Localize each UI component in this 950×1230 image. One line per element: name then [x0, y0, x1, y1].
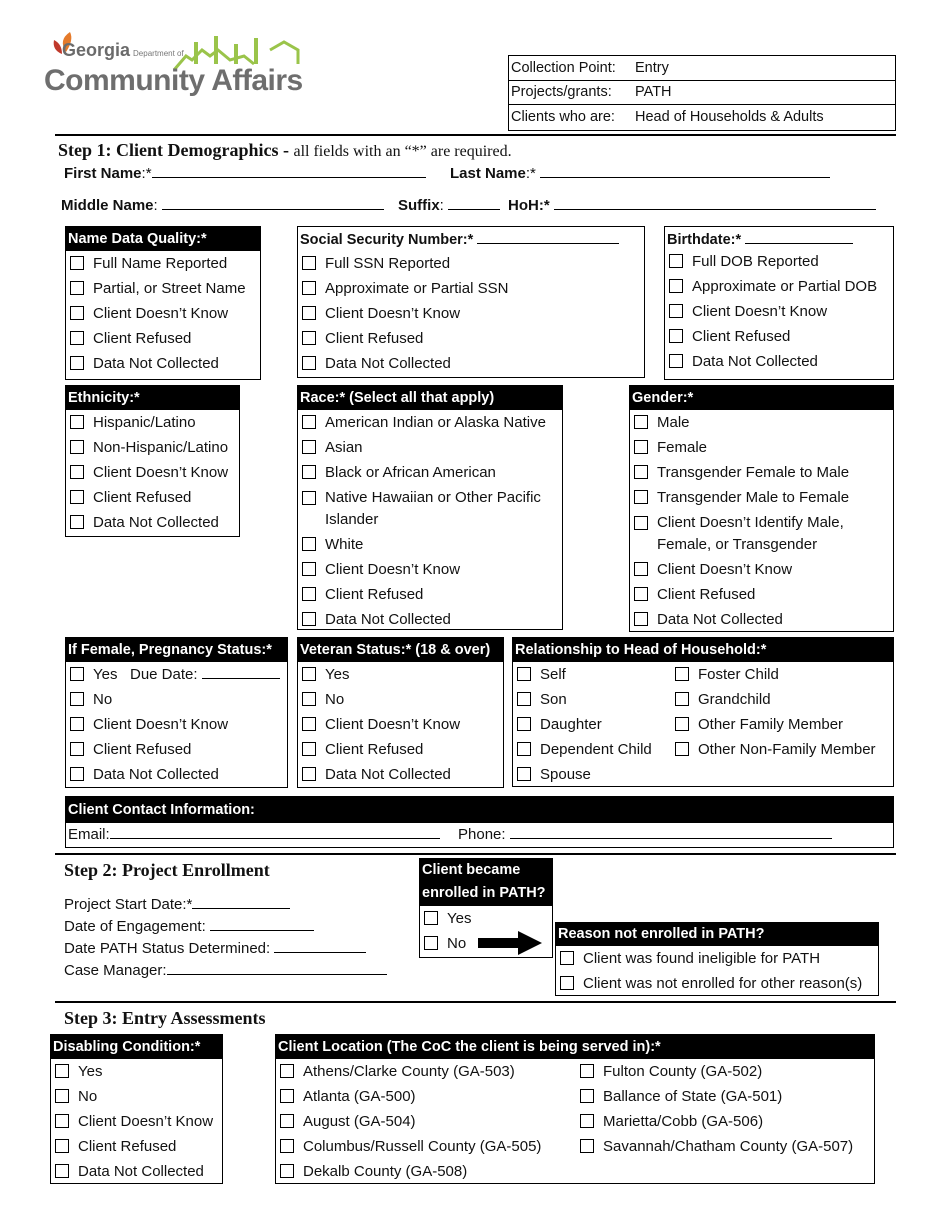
ethnicity-header: Ethnicity:* [66, 386, 239, 410]
checkbox[interactable] [302, 281, 316, 295]
project-start-date-field[interactable]: Project Start Date:* [64, 894, 290, 913]
checkbox[interactable] [580, 1114, 594, 1128]
checkbox-option[interactable]: White [298, 532, 562, 557]
checkbox-option[interactable]: Client Refused [298, 326, 644, 351]
name-quality-header: Name Data Quality:* [66, 227, 260, 251]
checkbox[interactable] [580, 1064, 594, 1078]
checkbox[interactable] [70, 767, 84, 781]
checkbox-option[interactable]: Partial, or Street Name [66, 276, 260, 301]
race-header: Race:* (Select all that apply) [298, 386, 562, 410]
checkbox[interactable] [675, 742, 689, 756]
ssn-box [297, 226, 645, 378]
checkbox-option[interactable]: Hispanic/Latino [66, 410, 239, 435]
disabling-condition-box [50, 1034, 223, 1184]
checkbox-option[interactable]: Client Refused [66, 737, 287, 762]
checkbox-option[interactable]: No [420, 931, 552, 956]
step2-title: Step 2: Project Enrollment [64, 860, 270, 880]
checkbox[interactable] [70, 742, 84, 756]
ssn-header[interactable]: Social Security Number:* [298, 227, 644, 251]
checkbox-option[interactable]: Data Not Collected [630, 607, 893, 632]
checkbox[interactable] [70, 440, 84, 454]
checkbox[interactable] [560, 951, 574, 965]
checkbox-option[interactable]: Male [630, 410, 893, 435]
checkbox[interactable] [70, 490, 84, 504]
checkbox[interactable] [70, 415, 84, 429]
checkbox[interactable] [280, 1139, 294, 1153]
contact-header: Client Contact Information: [66, 797, 893, 823]
suffix-field[interactable]: Suffix: [398, 195, 500, 214]
checkbox-option[interactable]: Approximate or Partial DOB [665, 274, 893, 299]
checkbox[interactable] [302, 415, 316, 429]
checkbox-option[interactable]: Data Not Collected [665, 349, 893, 374]
checkbox[interactable] [302, 331, 316, 345]
checkbox-option[interactable]: No [298, 687, 503, 712]
checkbox[interactable] [302, 440, 316, 454]
checkbox-option[interactable]: Transgender Female to Male [630, 460, 893, 485]
checkbox-option[interactable]: Full SSN Reported [298, 251, 644, 276]
checkbox[interactable] [669, 254, 683, 268]
checkbox-option[interactable]: Spouse [513, 762, 671, 787]
checkbox[interactable] [424, 911, 438, 925]
checkbox[interactable] [70, 667, 84, 681]
checkbox-option[interactable]: Self [513, 662, 671, 687]
checkbox[interactable] [55, 1064, 69, 1078]
checkbox-option[interactable]: Yes [420, 906, 552, 931]
checkbox-option[interactable]: Asian [298, 435, 562, 460]
checkbox-option[interactable]: Black or African American [298, 460, 562, 485]
checkbox-option[interactable]: No [51, 1084, 222, 1109]
checkbox-option[interactable]: Other Family Member [671, 712, 876, 737]
checkbox[interactable] [70, 356, 84, 370]
checkbox[interactable] [280, 1089, 294, 1103]
checkbox[interactable] [580, 1139, 594, 1153]
checkbox-option[interactable]: Foster Child [671, 662, 876, 687]
checkbox-option[interactable]: Client Refused [66, 326, 260, 351]
checkbox[interactable] [302, 717, 316, 731]
checkbox[interactable] [634, 516, 648, 530]
checkbox-option[interactable]: Data Not Collected [66, 762, 287, 787]
arrow-right-icon [478, 931, 544, 955]
divider [55, 853, 896, 855]
checkbox[interactable] [302, 491, 316, 505]
checkbox-option[interactable]: Dekalb County (GA-508) [276, 1159, 576, 1184]
checkbox[interactable] [669, 354, 683, 368]
checkbox[interactable] [70, 692, 84, 706]
checkbox-option[interactable]: Other Non-Family Member [671, 737, 876, 762]
pregnancy-box [65, 637, 288, 788]
checkbox[interactable] [634, 490, 648, 504]
divider [55, 1001, 896, 1003]
checkbox[interactable] [517, 667, 531, 681]
checkbox-option[interactable]: Client Doesn’t Know [665, 299, 893, 324]
birthdate-header[interactable]: Birthdate:* [665, 227, 893, 249]
checkbox-option[interactable]: Client Refused [298, 737, 503, 762]
checkbox[interactable] [675, 692, 689, 706]
veteran-header: Veteran Status:* (18 & over) [298, 638, 503, 662]
checkbox-option[interactable]: Ballance of State (GA-501) [576, 1084, 853, 1109]
checkbox-option[interactable]: Client Doesn’t Know [298, 557, 562, 582]
logo-state: Georgia Department of [62, 40, 184, 60]
checkbox[interactable] [302, 562, 316, 576]
checkbox[interactable] [517, 692, 531, 706]
checkbox[interactable] [70, 515, 84, 529]
checkbox[interactable] [55, 1164, 69, 1178]
checkbox-option[interactable]: Client Doesn’t Identify Male, Female, or Transgender [630, 510, 893, 557]
checkbox[interactable] [302, 256, 316, 270]
contact-box [65, 796, 894, 848]
race-box [297, 385, 563, 630]
checkbox-option[interactable]: American Indian or Alaska Native [298, 410, 562, 435]
checkbox-option[interactable]: Client Doesn’t Know [66, 712, 287, 737]
phone-field[interactable]: Phone: [458, 824, 832, 843]
info-row: Projects/grants: PATH [509, 81, 895, 106]
checkbox-option[interactable]: Client Refused [51, 1134, 222, 1159]
email-field[interactable]: Email: [68, 824, 440, 843]
checkbox-option[interactable]: Client Doesn’t Know [630, 557, 893, 582]
checkbox[interactable] [517, 717, 531, 731]
checkbox-option[interactable]: Savannah/Chatham County (GA-507) [576, 1134, 853, 1159]
checkbox[interactable] [634, 465, 648, 479]
checkbox[interactable] [302, 612, 316, 626]
logo-agency: Community Affairs [44, 64, 303, 97]
checkbox-option[interactable]: Yes Due Date: [66, 662, 287, 687]
client-location-header: Client Location (The CoC the client is being served in):* [276, 1035, 874, 1059]
checkbox[interactable] [302, 742, 316, 756]
divider [55, 134, 896, 136]
checkbox[interactable] [55, 1089, 69, 1103]
checkbox[interactable] [302, 537, 316, 551]
checkbox[interactable] [302, 692, 316, 706]
checkbox[interactable] [70, 306, 84, 320]
checkbox-option[interactable]: Client Doesn’t Know [66, 301, 260, 326]
checkbox-option[interactable]: Transgender Male to Female [630, 485, 893, 510]
enrolled-header: Client became enrolled in PATH? [420, 858, 552, 906]
checkbox[interactable] [675, 717, 689, 731]
relationship-box [512, 637, 894, 787]
checkbox[interactable] [560, 976, 574, 990]
checkbox[interactable] [669, 279, 683, 293]
checkbox-option[interactable]: Client Refused [665, 324, 893, 349]
step1-title: Step 1: Client Demographics - all fields with an “*” are required. [58, 140, 512, 160]
checkbox-option[interactable]: Athens/Clarke County (GA-503) [276, 1059, 576, 1084]
checkbox-option[interactable]: Native Hawaiian or Other Pacific Islander [298, 485, 562, 532]
checkbox[interactable] [302, 306, 316, 320]
checkbox[interactable] [675, 667, 689, 681]
checkbox-option[interactable]: Fulton County (GA-502) [576, 1059, 853, 1084]
checkbox[interactable] [55, 1114, 69, 1128]
checkbox[interactable] [280, 1164, 294, 1178]
not-enrolled-box [555, 922, 879, 996]
ethnicity-box [65, 385, 240, 537]
checkbox-option[interactable]: Son [513, 687, 671, 712]
checkbox[interactable] [302, 667, 316, 681]
checkbox-option[interactable]: Client Refused [298, 582, 562, 607]
checkbox-option[interactable]: Data Not Collected [298, 762, 503, 787]
hoh-field[interactable]: HoH:* [508, 195, 876, 214]
checkbox[interactable] [634, 562, 648, 576]
name-quality-box [65, 226, 261, 380]
checkbox-option[interactable]: Client was found ineligible for PATH [556, 946, 878, 971]
checkbox[interactable] [580, 1089, 594, 1103]
checkbox[interactable] [55, 1139, 69, 1153]
checkbox[interactable] [280, 1064, 294, 1078]
checkbox[interactable] [424, 936, 438, 950]
checkbox-option[interactable]: Female [630, 435, 893, 460]
checkbox-option[interactable]: Client Doesn’t Know [298, 712, 503, 737]
checkbox-option[interactable]: August (GA-504) [276, 1109, 576, 1134]
checkbox-option[interactable]: Data Not Collected [298, 607, 562, 632]
checkbox-option[interactable]: Data Not Collected [298, 351, 644, 376]
checkbox-option[interactable]: Data Not Collected [66, 510, 239, 535]
checkbox-option[interactable]: Client Refused [630, 582, 893, 607]
first-name-field[interactable]: First Name:* [64, 163, 426, 182]
checkbox-option[interactable]: Marietta/Cobb (GA-506) [576, 1109, 853, 1134]
veteran-box [297, 637, 504, 788]
checkbox[interactable] [70, 465, 84, 479]
checkbox-option[interactable]: Grandchild [671, 687, 876, 712]
checkbox-option[interactable]: Data Not Collected [51, 1159, 222, 1184]
checkbox-option[interactable]: Atlanta (GA-500) [276, 1084, 576, 1109]
case-manager-field[interactable]: Case Manager: [64, 960, 387, 979]
checkbox-option[interactable]: Non-Hispanic/Latino [66, 435, 239, 460]
checkbox[interactable] [70, 256, 84, 270]
birthdate-box [664, 226, 894, 380]
checkbox-option[interactable]: Approximate or Partial SSN [298, 276, 644, 301]
checkbox-option[interactable]: Full Name Reported [66, 251, 260, 276]
checkbox-option[interactable]: Yes [298, 662, 503, 687]
checkbox-option[interactable]: Client Doesn’t Know [51, 1109, 222, 1134]
checkbox-option[interactable]: No [66, 687, 287, 712]
checkbox[interactable] [669, 304, 683, 318]
checkbox-option[interactable]: Full DOB Reported [665, 249, 893, 274]
checkbox[interactable] [634, 612, 648, 626]
status-determined-date-field[interactable]: Date PATH Status Determined: [64, 938, 366, 957]
dca-logo [44, 30, 324, 110]
info-row: Clients who are: Head of Households & Adults [511, 109, 824, 126]
checkbox-option[interactable]: Columbus/Russell County (GA-505) [276, 1134, 576, 1159]
checkbox-option[interactable]: Client was not enrolled for other reason(s) [556, 971, 878, 996]
last-name-field[interactable]: Last Name:* [450, 163, 830, 182]
checkbox[interactable] [70, 281, 84, 295]
info-row: Collection Point: Entry [509, 56, 895, 81]
checkbox[interactable] [70, 717, 84, 731]
engagement-date-field[interactable]: Date of Engagement: [64, 916, 314, 935]
checkbox-option[interactable]: Dependent Child [513, 737, 671, 762]
checkbox-option[interactable]: Client Doesn’t Know [298, 301, 644, 326]
gender-header: Gender:* [630, 386, 893, 410]
checkbox-option[interactable]: Client Doesn’t Know [66, 460, 239, 485]
checkbox[interactable] [302, 587, 316, 601]
checkbox[interactable] [302, 465, 316, 479]
checkbox[interactable] [302, 356, 316, 370]
checkbox[interactable] [634, 415, 648, 429]
checkbox[interactable] [517, 742, 531, 756]
checkbox-option[interactable]: Yes [51, 1059, 222, 1084]
checkbox[interactable] [634, 587, 648, 601]
checkbox-option[interactable]: Data Not Collected [66, 351, 260, 376]
step3-title: Step 3: Entry Assessments [64, 1008, 266, 1028]
checkbox[interactable] [302, 767, 316, 781]
relationship-header: Relationship to Head of Household:* [513, 638, 893, 662]
checkbox-option[interactable]: Daughter [513, 712, 671, 737]
checkbox[interactable] [634, 440, 648, 454]
client-location-box [275, 1034, 875, 1184]
middle-name-field[interactable]: Middle Name: [61, 195, 384, 214]
checkbox[interactable] [70, 331, 84, 345]
not-enrolled-header: Reason not enrolled in PATH? [556, 922, 878, 946]
collection-info-table [508, 55, 896, 131]
pregnancy-header: If Female, Pregnancy Status:* [66, 638, 287, 662]
checkbox[interactable] [280, 1114, 294, 1128]
checkbox[interactable] [669, 329, 683, 343]
gender-box [629, 385, 894, 632]
checkbox-option[interactable]: Client Refused [66, 485, 239, 510]
disabling-condition-header: Disabling Condition:* [51, 1035, 222, 1059]
checkbox[interactable] [517, 767, 531, 781]
